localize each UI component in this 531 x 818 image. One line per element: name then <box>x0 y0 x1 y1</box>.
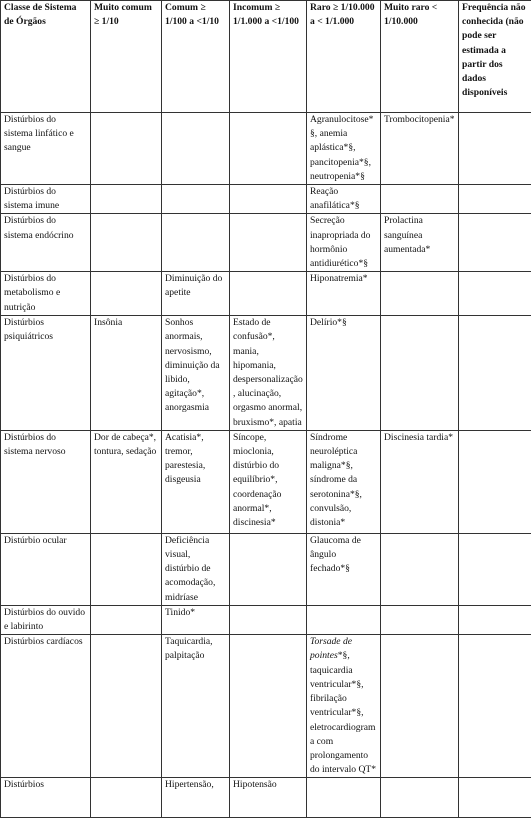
table-cell <box>91 605 162 634</box>
table-row <box>1 778 531 818</box>
table-cell: Prolactina sanguínea aumentada* <box>381 214 459 272</box>
table-cell: Diminuição do apetite <box>162 272 230 316</box>
table-cell <box>459 316 531 431</box>
table-cell <box>162 113 230 185</box>
table-body <box>1 113 531 818</box>
table-cell: Distúrbios do sistema nervoso <box>1 430 91 533</box>
table-cell: Tinido* <box>162 605 230 634</box>
table-row <box>1 113 531 185</box>
header-row <box>1 1 531 113</box>
table-row <box>1 430 531 533</box>
table-cell <box>230 214 307 272</box>
table-cell: Glaucoma de ângulo fechado*§ <box>307 533 381 605</box>
table-cell <box>381 635 459 778</box>
table-cell <box>381 316 459 431</box>
table-cell: Distúrbios do metabolismo e nutrição <box>1 272 91 316</box>
table-row <box>1 635 531 778</box>
table-cell <box>381 272 459 316</box>
table-cell <box>459 272 531 316</box>
table-cell <box>91 533 162 605</box>
table-cell <box>230 185 307 214</box>
table-cell <box>230 635 307 778</box>
table-cell <box>230 272 307 316</box>
table-cell <box>91 778 162 818</box>
table-cell <box>459 113 531 185</box>
table-cell <box>230 533 307 605</box>
header-common: Comum ≥ 1/100 a <1/10 <box>162 1 230 113</box>
table-cell <box>91 185 162 214</box>
table-cell: Secreção inapropriada do hormônio antidiurético*§ <box>307 214 381 272</box>
table-cell <box>459 533 531 605</box>
table-cell: Hipotensão <box>230 778 307 818</box>
table-cell: Trombocitopenia* <box>381 113 459 185</box>
table-cell: Taquicardia, palpitação <box>162 635 230 778</box>
table-cell: Distúrbio ocular <box>1 533 91 605</box>
table-row <box>1 185 531 214</box>
table-cell <box>162 185 230 214</box>
table-cell: Acatisia*, tremor, parestesia, disgeusia <box>162 430 230 533</box>
table-cell: Delírio*§ <box>307 316 381 431</box>
header-uncommon: Incomum ≥ 1/1.000 a <1/100 <box>230 1 307 113</box>
table-cell: Hipertensão, <box>162 778 230 818</box>
header-organ-class: Classe de Sistema de Órgãos <box>1 1 91 113</box>
table-cell <box>230 605 307 634</box>
table-cell: Reação anafilática*§ <box>307 185 381 214</box>
table-cell: Distúrbios do sistema imune <box>1 185 91 214</box>
header-very-common: Muito comum ≥ 1/10 <box>91 1 162 113</box>
table-cell: Dor de cabeça*, tontura, sedação <box>91 430 162 533</box>
table-cell <box>381 533 459 605</box>
table-row <box>1 605 531 634</box>
table-cell: Insônia <box>91 316 162 431</box>
table-cell: Distúrbios do ouvido e labirinto <box>1 605 91 634</box>
table-cell <box>381 605 459 634</box>
table-cell: Distúrbios do sistema endócrino <box>1 214 91 272</box>
table-row <box>1 214 531 272</box>
table-cell <box>230 113 307 185</box>
table-cell: Deficiência visual, distúrbio de acomodação, midríase <box>162 533 230 605</box>
table-cell: Síncope, mioclonia, distúrbio do equilíbrio*, coordenação anormal*, discinesia* <box>230 430 307 533</box>
table-cell <box>381 185 459 214</box>
table-cell <box>91 272 162 316</box>
table-cell: Distúrbios do sistema linfático e sangue <box>1 113 91 185</box>
table-cell: Torsade de pointes*§, taquicardia ventricular*§, fibrilação ventricular*§, eletrocardiograma com prolongamento do intervalo QT* <box>307 635 381 778</box>
table-row <box>1 533 531 605</box>
table-cell <box>459 778 531 818</box>
table-cell: Distúrbios cardíacos <box>1 635 91 778</box>
table-cell: Sonhos anormais, nervosismo, diminuição da libido, agitação*, anorgasmia <box>162 316 230 431</box>
table-cell: Síndrome neuroléptica maligna*§, síndrome da serotonina*§, convulsão, distonia* <box>307 430 381 533</box>
table-cell: Distúrbios psiquiátricos <box>1 316 91 431</box>
table-cell <box>91 214 162 272</box>
table-cell <box>307 605 381 634</box>
table-cell: Distúrbios <box>1 778 91 818</box>
table-cell <box>381 778 459 818</box>
table-row <box>1 272 531 316</box>
header-rare: Raro ≥ 1/10.000 a < 1/1.000 <box>307 1 381 113</box>
table-cell <box>459 185 531 214</box>
table-row <box>1 316 531 431</box>
header-very-rare: Muito raro < 1/10.000 <box>381 1 459 113</box>
table-cell: Estado de confusão*, mania, hipomania, despersonalização, alucinação, orgasmo anormal, bruxismo*, apatia <box>230 316 307 431</box>
header-unknown-frequency: Frequência não conhecida (não pode ser estimada a partir dos dados disponíveis <box>459 1 531 113</box>
table-cell <box>459 430 531 533</box>
table-cell <box>162 214 230 272</box>
table-cell <box>459 635 531 778</box>
table-cell: Hiponatremia* <box>307 272 381 316</box>
table-cell: Agranulocitose*§, anemia aplástica*§, pancitopenia*§, neutropenia*§ <box>307 113 381 185</box>
table-cell <box>459 214 531 272</box>
table-cell <box>307 778 381 818</box>
table-cell <box>91 635 162 778</box>
table-cell <box>91 113 162 185</box>
table-cell: Discinesia tardia* <box>381 430 459 533</box>
italic-term: Torsade de pointes <box>310 636 352 661</box>
table-cell <box>459 605 531 634</box>
